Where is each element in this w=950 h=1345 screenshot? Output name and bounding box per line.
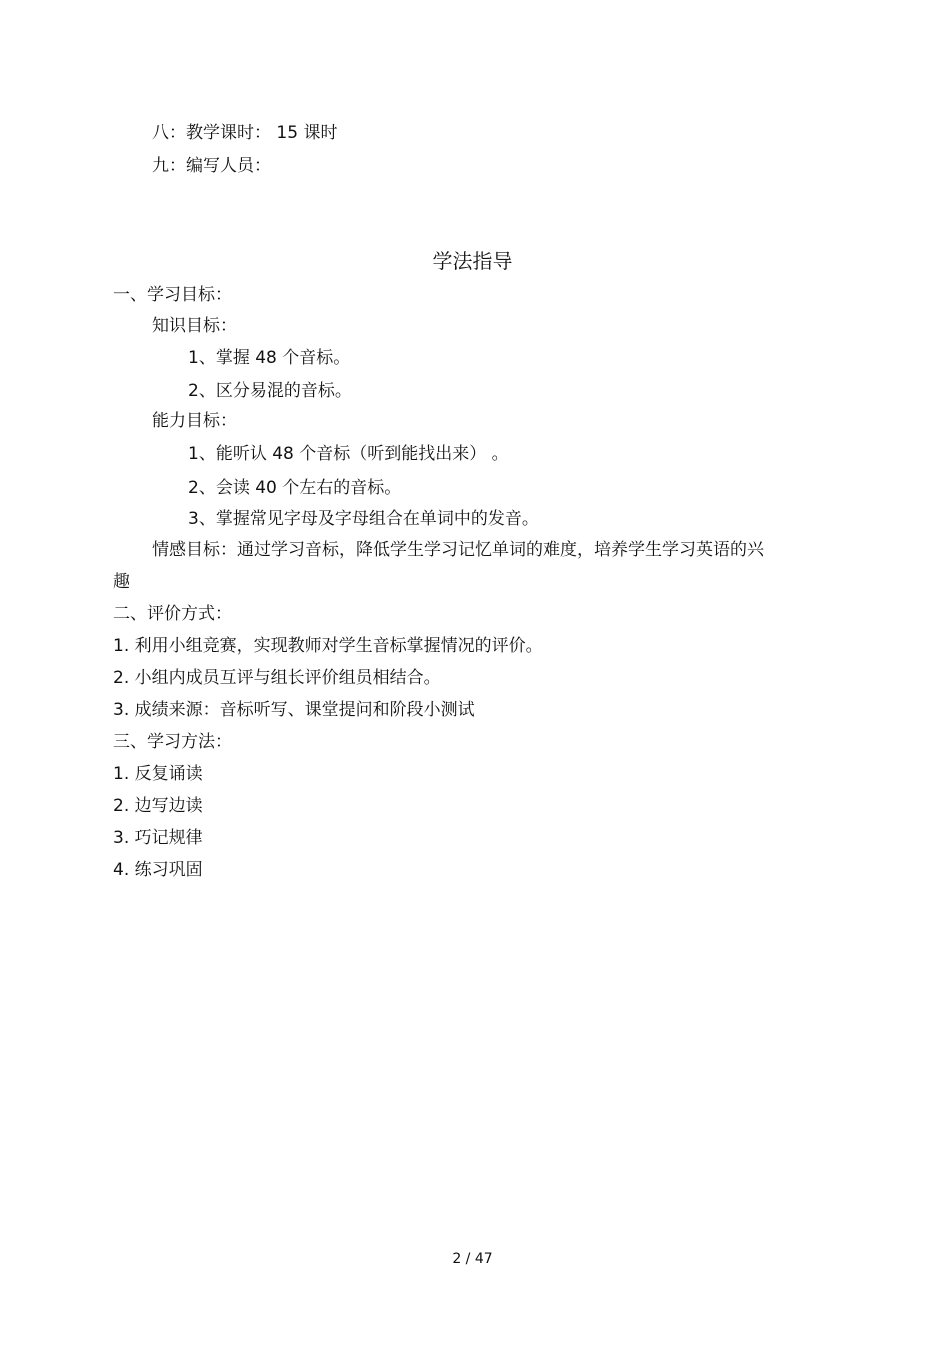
- list-item: 2. 边写边读: [113, 796, 203, 816]
- page-number: 2 / 47: [452, 1251, 493, 1267]
- section-heading-goals: 一、学习目标：: [113, 285, 232, 305]
- list-item: 3. 成绩来源：音标听写、课堂提问和阶段小测试: [113, 700, 475, 720]
- list-item: 3、掌握常见字母及字母组合在单词中的发音。: [188, 509, 539, 529]
- list-item: 1. 反复诵读: [113, 764, 203, 784]
- emotion-goals-line: 情感目标：通过学习音标，降低学生学习记忆单词的难度，培养学生学习英语的兴: [152, 540, 764, 560]
- list-item: 2、区分易混的音标。: [188, 381, 352, 401]
- list-item: 2. 小组内成员互评与组长评价组员相结合。: [113, 668, 441, 688]
- list-item: 4. 练习巩固: [113, 860, 203, 880]
- ability-goals-label: 能力目标：: [152, 411, 237, 431]
- list-item: 2、会读 40 个左右的音标。: [188, 478, 402, 498]
- teaching-hours-line: 八：教学课时： 15 课时: [152, 123, 338, 143]
- list-item: 1、能听认 48 个音标（听到能找出来） 。: [188, 444, 509, 464]
- page-title: 学法指导: [432, 249, 513, 273]
- knowledge-goals-label: 知识目标：: [152, 316, 237, 336]
- emotion-goals-line-cont: 趣: [113, 572, 130, 592]
- list-item: 3. 巧记规律: [113, 828, 203, 848]
- authors-line: 九：编写人员：: [152, 156, 271, 176]
- list-item: 1. 利用小组竞赛，实现教师对学生音标掌握情况的评价。: [113, 636, 543, 656]
- section-heading-methods: 三、学习方法：: [113, 732, 232, 752]
- section-heading-evaluation: 二、评价方式：: [113, 604, 232, 624]
- list-item: 1、掌握 48 个音标。: [188, 348, 351, 368]
